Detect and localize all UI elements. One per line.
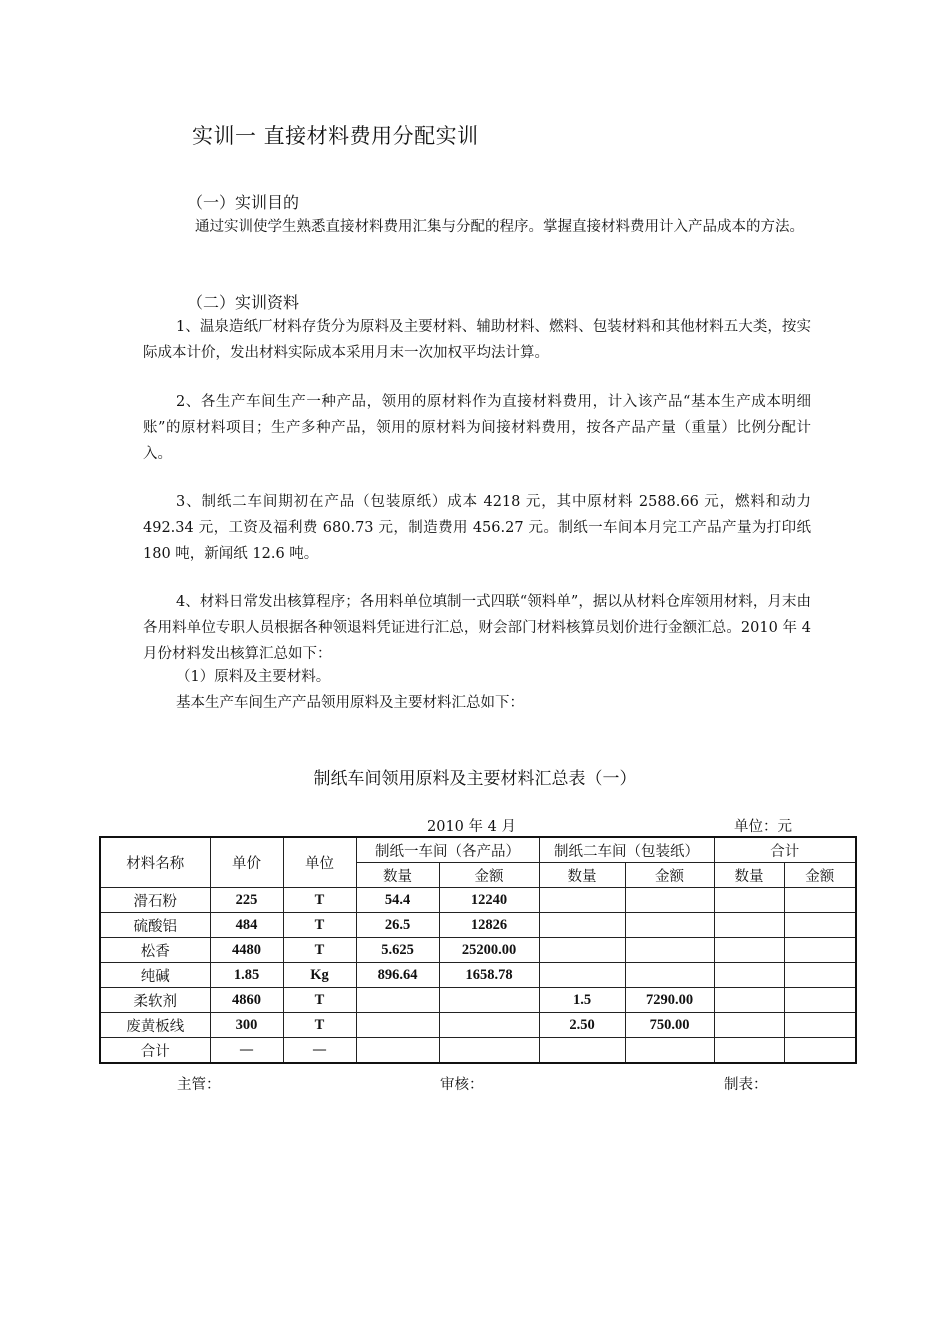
cell-qty-2: 1.5 xyxy=(539,988,625,1013)
table-row xyxy=(100,988,856,1013)
table-date: 2010 年 4 月 xyxy=(427,819,516,835)
cell-amount-1 xyxy=(439,1038,539,1064)
cell-name: 纯碱 xyxy=(100,963,210,988)
cell-amount-1 xyxy=(439,1013,539,1038)
cell-qty-2: 2.50 xyxy=(539,1013,625,1038)
section-1-heading: （一）实训目的 xyxy=(187,193,300,212)
cell-qty-1: 5.625 xyxy=(356,938,439,963)
cell-amount-total xyxy=(784,1038,856,1064)
cell-unit: Kg xyxy=(283,963,356,988)
cell-amount-total xyxy=(784,888,856,913)
footer-supervisor: 主管： xyxy=(177,1077,221,1093)
header-price: 单价 xyxy=(210,837,283,888)
table-row xyxy=(100,1013,856,1038)
paragraph-6: 基本生产车间生产产品领用原料及主要材料汇总如下： xyxy=(176,695,524,711)
cell-amount-2 xyxy=(625,938,714,963)
cell-price: — xyxy=(210,1038,283,1064)
cell-amount-2: 7290.00 xyxy=(625,988,714,1013)
section-2-heading: （二）实训资料 xyxy=(187,293,300,312)
paragraph-4: 4、材料日常发出核算程序；各用料单位填制一式四联“领料单”，据以从材料仓库领用材料，月末由各用料单位专职人员根据各种领退料凭证进行汇总，财会部门材料核算员划价进行金额汇总。2010 年 4 月份材料发出核算汇总如下： xyxy=(143,594,811,662)
cell-unit: T xyxy=(283,938,356,963)
cell-amount-2 xyxy=(625,913,714,938)
header-amount: 金额 xyxy=(625,863,714,888)
cell-price: 4860 xyxy=(210,988,283,1013)
cell-qty-total xyxy=(714,888,784,913)
cell-qty-1: 26.5 xyxy=(356,913,439,938)
cell-amount-1: 12240 xyxy=(439,888,539,913)
cell-price: 225 xyxy=(210,888,283,913)
cell-name: 柔软剂 xyxy=(100,988,210,1013)
table-unit-note: 单位：元 xyxy=(734,819,792,835)
cell-amount-total xyxy=(784,988,856,1013)
cell-qty-total xyxy=(714,963,784,988)
cell-unit: T xyxy=(283,888,356,913)
table-header-row-1 xyxy=(100,837,856,863)
cell-qty-total xyxy=(714,1013,784,1038)
cell-name: 合计 xyxy=(100,1038,210,1064)
cell-qty-2 xyxy=(539,1038,625,1064)
header-workshop-2: 制纸二车间（包装纸） xyxy=(539,837,714,863)
cell-amount-total xyxy=(784,963,856,988)
header-total: 合计 xyxy=(714,837,856,863)
cell-amount-2 xyxy=(625,888,714,913)
cell-amount-1: 1658.78 xyxy=(439,963,539,988)
page-title: 实训一 直接材料费用分配实训 xyxy=(192,124,479,148)
paragraph-5: （1）原料及主要材料。 xyxy=(176,669,331,685)
table-total-row xyxy=(100,1038,856,1064)
cell-unit: — xyxy=(283,1038,356,1064)
cell-unit: T xyxy=(283,988,356,1013)
cell-qty-1: 54.4 xyxy=(356,888,439,913)
cell-price: 484 xyxy=(210,913,283,938)
cell-qty-2 xyxy=(539,913,625,938)
header-unit: 单位 xyxy=(283,837,356,888)
cell-qty-total xyxy=(714,1038,784,1064)
header-material: 材料名称 xyxy=(100,837,210,888)
cell-price: 1.85 xyxy=(210,963,283,988)
cell-qty-1: 896.64 xyxy=(356,963,439,988)
cell-qty-2 xyxy=(539,938,625,963)
cell-name: 松香 xyxy=(100,938,210,963)
header-qty: 数量 xyxy=(714,863,784,888)
cell-name: 硫酸铝 xyxy=(100,913,210,938)
footer-preparer: 制表： xyxy=(724,1077,768,1093)
cell-qty-total xyxy=(714,938,784,963)
section-1-text: 通过实训使学生熟悉直接材料费用汇集与分配的程序。掌握直接材料费用计入产品成本的方法。 xyxy=(195,219,804,235)
footer-reviewer: 审核： xyxy=(440,1077,484,1093)
table-row xyxy=(100,938,856,963)
cell-amount-total xyxy=(784,1013,856,1038)
materials-summary-table xyxy=(99,836,857,1064)
table-row xyxy=(100,913,856,938)
cell-price: 4480 xyxy=(210,938,283,963)
cell-qty-2 xyxy=(539,963,625,988)
cell-qty-total xyxy=(714,913,784,938)
header-amount: 金额 xyxy=(439,863,539,888)
cell-unit: T xyxy=(283,1013,356,1038)
header-workshop-1: 制纸一车间（各产品） xyxy=(356,837,539,863)
cell-amount-2 xyxy=(625,963,714,988)
table-row xyxy=(100,963,856,988)
paragraph-1: 1、温泉造纸厂材料存货分为原料及主要材料、辅助材料、燃料、包装材料和其他材料五大类，按实际成本计价，发出材料实际成本采用月末一次加权平均法计算。 xyxy=(143,319,811,361)
cell-qty-total xyxy=(714,988,784,1013)
cell-name: 废黄板线 xyxy=(100,1013,210,1038)
paragraph-2: 2、各生产车间生产一种产品，领用的原材料作为直接材料费用，计入该产品“基本生产成本明细账”的原材料项目；生产多种产品，领用的原材料为间接材料费用，按各产品产量（重量）比例分配计入。 xyxy=(143,394,811,462)
cell-qty-1 xyxy=(356,1013,439,1038)
cell-amount-1: 12826 xyxy=(439,913,539,938)
cell-amount-1: 25200.00 xyxy=(439,938,539,963)
cell-unit: T xyxy=(283,913,356,938)
cell-qty-1 xyxy=(356,988,439,1013)
cell-name: 滑石粉 xyxy=(100,888,210,913)
cell-qty-1 xyxy=(356,1038,439,1064)
header-qty: 数量 xyxy=(356,863,439,888)
table-title: 制纸车间领用原料及主要材料汇总表（一） xyxy=(313,769,637,789)
cell-amount-2 xyxy=(625,1038,714,1064)
cell-amount-2: 750.00 xyxy=(625,1013,714,1038)
header-amount: 金额 xyxy=(784,863,856,888)
paragraph-3: 3、制纸二车间期初在产品（包装原纸）成本 4218 元，其中原材料 2588.66 元，燃料和动力 492.34 元，工资及福利费 680.73 元，制造费用 456.27 元。制纸一车间本月完工产品产量为打印纸 180 吨，新闻纸 12.6 吨。 xyxy=(143,494,811,562)
cell-price: 300 xyxy=(210,1013,283,1038)
cell-amount-total xyxy=(784,938,856,963)
header-qty: 数量 xyxy=(539,863,625,888)
table-row xyxy=(100,888,856,913)
cell-qty-2 xyxy=(539,888,625,913)
cell-amount-1 xyxy=(439,988,539,1013)
cell-amount-total xyxy=(784,913,856,938)
